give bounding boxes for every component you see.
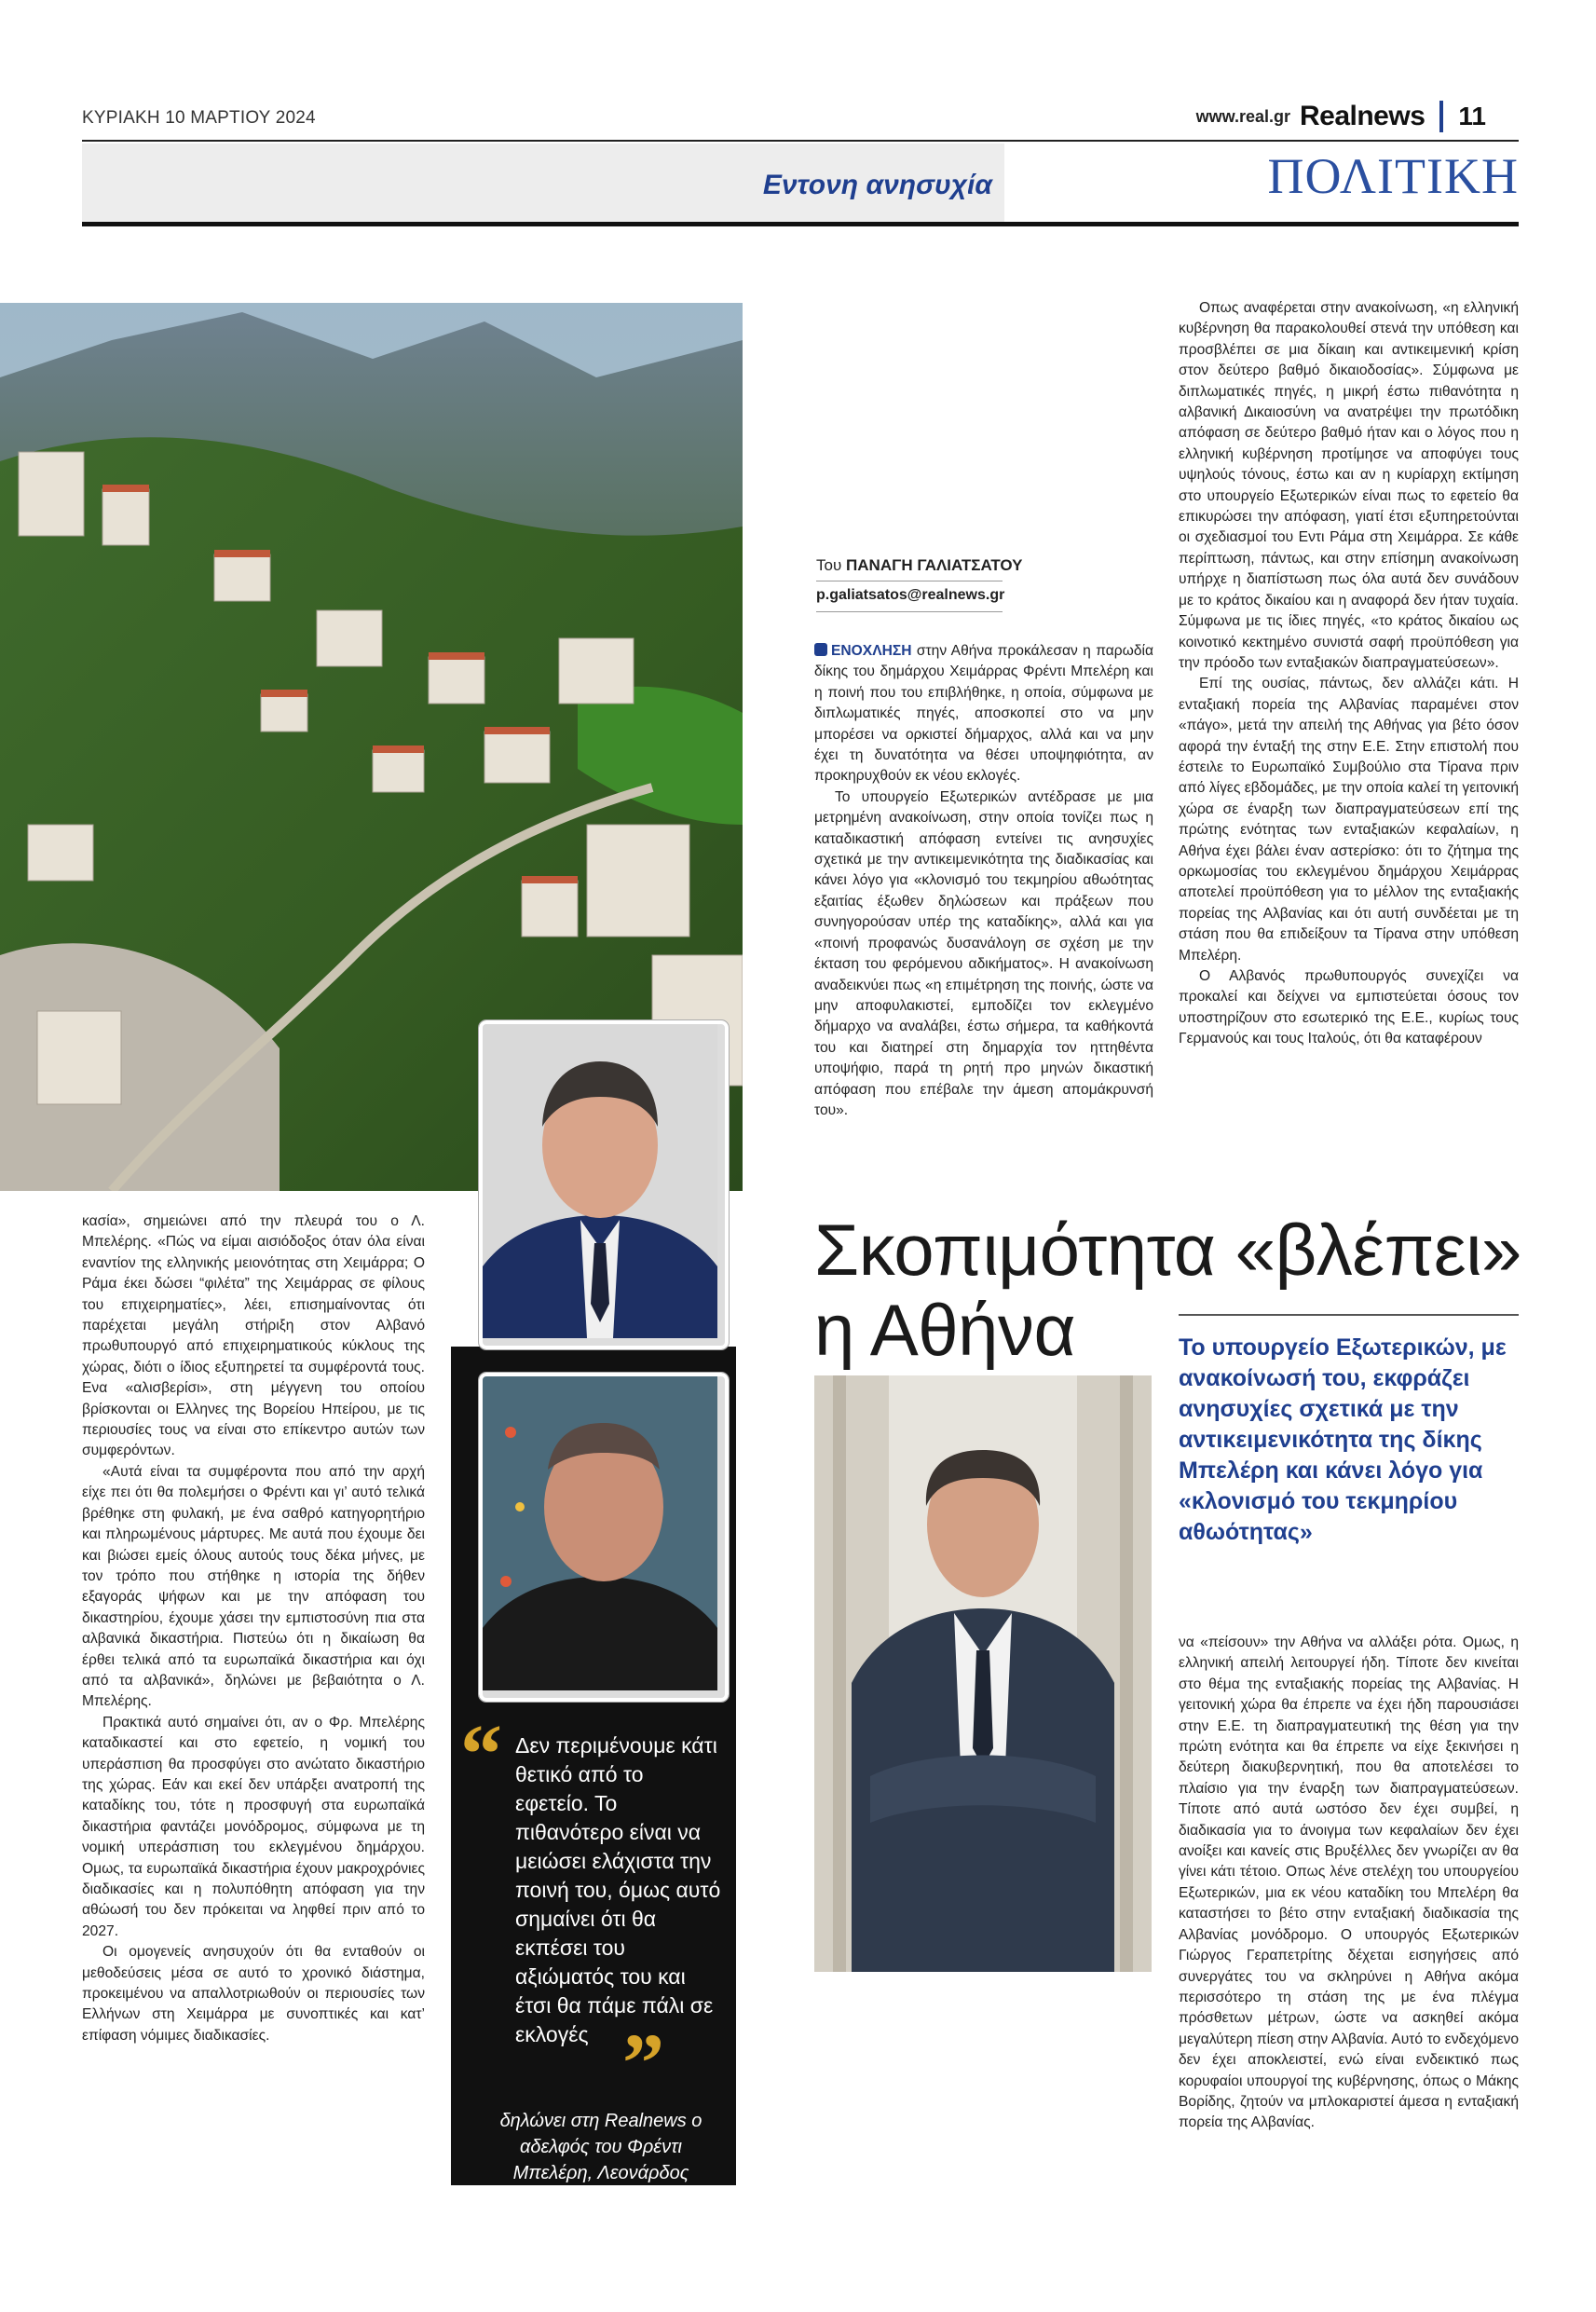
paragraph: Το υπουργείο Εξωτερικών αντέδρασε με μια μετρημένη ανακοίνωση, στην οποία τονίζει πως η καταδικαστική απόφαση εντείνει τις ανησυχίες σχετικά με την αντικειμενικότητα της διαδικασίας και κάνει λόγο για «κλονισμό του τεκμηρίου αθωότητας εξαιτίας έξωθεν δηλώσεων και πράξεων που συνηγορούσαν υπέρ της καταδίκης», αλλά και για «ποινή προφανώς δυσανάλογη σε σχέση με την έκταση του φερόμενου αδικήματος». Η ανακοίνωση αναδεικνύει πως «η επιμέτρηση της ποινής, ώστε να μην αποφυλακιστεί, εμποδίζει τον εκλεγμένο δήμαρχο να αναλάβει, έστω σήμερα, τα καθήκοντά του και διατηρεί στη δημαρχία τον ηττηθέντα υποψήφιο, παρά τη ρητή προ μηνών δικαστική απόφαση που επέβαλε την άμεση απομάκρυνσή του».	[814, 788, 1153, 1118]
brand-logo: Realnews	[1299, 101, 1425, 131]
article-column-middle	[814, 641, 1153, 1121]
paragraph: Επί της ουσίας, πάντως, δεν αλλάζει κάτι. Η ενταξιακή πορεία της Αλβανίας παραμένει στον «πάγο», μετά την απειλή της Αθήνας για βέτο όσον αφορά την ένταξή της στην Ε.Ε. Στην επιστολή που έστειλε το Ευρωπαϊκό Συμβούλιο στα Τίρανα πριν από λίγες εβδομάδες, με την οποία καλεί τη γειτονική χώρα σε έναρξη των διαπραγματεύσεων επί της πρώτης ενότητας των ενταξιακών κεφαλαίων, η Αθήνα έχει βάλει έναν αστερίσκο: ότι το ζήτημα της ορκωμοσίας του εκλεγμένου δημάρχου Χειμάρρας αποτελεί προϋπόθεση για το μέλλον της ενταξιακής πορείας της Αλβανίας και ότι αυτή συνδέεται με τη στάση που θα επιδείξουν τα Τίρανα στην υπόθεση Μπελέρη.	[1179, 676, 1519, 964]
leonardos-beleri-portrait	[479, 1373, 729, 1702]
headline-rule	[1179, 1314, 1519, 1316]
quote-close-mark: ”	[622, 2018, 664, 2110]
page-number: 11	[1458, 102, 1486, 130]
paragraph: να «πείσουν» την Αθήνα να αλλάξει ρότα. Ομως, η ελληνική απειλή λειτουργεί ήδη. Τίποτε δεν κινείται στο θέμα της ενταξιακής πορείας της Αλβανίας. Η γειτονική χώρα θα έπρεπε να έχει ήδη παρουσιάσει στην Ε.Ε. τη διαπραγματευτική της θέση για την πρώτη ενότητα και θα έπρεπε να είχε ξεκινήσει η δεύτερη διακυβερνητική, που θα αποτελέσει το πλαίσιο για την έναρξη των διαπραγματεύσεων. Τίποτε από αυτά ωστόσο δεν έχει συμβεί, η διαδικασία για το άνοιγμα των κεφαλαίων δεν έχει ανοίξει και κανείς στις Βρυξέλλες δεν γνωρίζει αν θα γίνει κάτι τέτοιο. Οπως λένε στελέχη του υπουργείου Εξωτερικών, μια εκ νέου καταδίκη του Μπελέρη θα καταστήσει το βέτο στην ενταξιακή διαδικασία της Αλβανίας μονόδρομο. Ο υπουργός Εξωτερικών Γιώργος Γεραπετρίτης δέχεται εισηγήσεις από συνεργάτες του να σκληρύνει η Αθήνα ακόμα περισσότερο τη στάση της με ένα πλέγμα πρόσθετων μέτρων, ώστε να ασκηθεί ακόμα μεγαλύτερη πίεση στην Αλβανία. Αυτό το ενδεχόμενο δεν έχει αποκλειστεί, ενώ είναι ενδεικτικό πως κορυφαίοι υπουργοί της κυβέρνησης, όπως ο Μάκης Βορίδης, ζητούν να μπλοκαριστεί άμεσα η ενταξιακή πορεία της Αλβανίας.	[1179, 1635, 1519, 2131]
kicker: Εντονη ανησυχία	[762, 170, 992, 200]
paragraph: κασία», σημειώνει από την πλευρά του ο Λ. Μπελέρης. «Πώς να είμαι αισιόδοξος όταν όλα είναι εναντίον της ελληνικής μειονότητας στη Χειμάρρα; Ο Ράμα έκει δώσει “φιλέτα” της Χειμάρρας σε φίλους του επιχειρηματίες», λέει, επισημαίνοντας ότι παρέχεται μεγάλη στήριξη στον Αλβανό πρωθυπουργό από επιχειρηματικούς κύκλους της χώρας, διότι ο ίδιος εξυπηρετεί τα συμφέροντά τους. Ενα «αλισβερίσι», στη μέγγενη του οποίου βρίσκονται οι Ελληνες της Βορείου Ηπείρου, με τις περιουσίες τους να είναι στο επίκεντρο αυτών των συμφερόντων.	[82, 1213, 425, 1459]
article-column-right-bottom	[1179, 1633, 1519, 2134]
lead-square-icon	[814, 643, 827, 656]
headline: Σκοπιμότητα «βλέπει» η Αθήνα	[814, 1209, 1521, 1371]
quote-attribution: δηλώνει στη Realnews ο αδελφός του Φρέντι Μπελέρη, Λεονάρδος	[499, 2111, 703, 2183]
section-title: ΠΟΛΙΤΙΚΗ	[1267, 148, 1519, 204]
minister-illustration	[814, 1375, 1152, 1972]
man-portrait-illustration	[483, 1376, 717, 1690]
site-url[interactable]: www.real.gr	[1195, 106, 1290, 126]
paragraph: Οι ομογενείς ανησυχούν ότι θα ενταθούν οι μεθοδεύσεις μέσα σε αυτό το χρονικό διάστημα, προκειμένου να απαλλοτριωθούν οι περιουσίες των Ελλήνων στη Χειμάρρα με συνοπτικές και κατ’ επίφαση νόμιμες διαδικασίες.	[82, 1944, 425, 2044]
paragraph: «Αυτά είναι τα συμφέροντα που από την αρχή είχε πει ότι θα πολεμήσει ο Φρέντι και γι’ αυτό τελικά βρέθηκε στη φυλακή, με ένα σαθρό κατηγορητήριο και πληρωμένους μάρτυρες. Με αυτά που έχουμε δει και βιώσει εμείς όλους αυτούς τους δέκα μήνες, με τον τρόπο που στήθηκε η ιστορία της δήθεν εξαγοράς ψήφων και με την απόφαση του δικαστηρίου, έχουμε χάσει την εμπιστοσύνη πια στα αλβανικά δικαστήρια. Πιστεύω ότι η δικαίωση θα έρθει τελικά από τα ευρωπαϊκά δικαστήρια και όχι από τα αλβανικά», δηλώνει με βεβαιότητα ο Λ. Μπελέρης.	[82, 1463, 425, 1710]
pull-quote: Δεν περιμένουμε κάτι θετικό από το εφετείο. Το πιθανότερο είναι να μειώσει ελάχιστα την ποινή του, όμως αυτό σημαίνει ότι θα εκπέσει του αξιώματός του και έτσι θα πάμε πάλι σε εκλογές	[515, 1733, 721, 2046]
byline	[816, 556, 1023, 575]
lead-paragraph-text: στην Αθήνα προκάλεσαν η παρωδία δίκης του δημάρχου Χειμάρρας Φρέντι Μπελέρη και η ποινή που του επιβλήθηκε, η οποία, σύμφωνα με διπλωματικές πηγές, αποσκοπεί στο να μην μπορέσει να ορκιστεί δήμαρχος, αλλά και να μην έχει τη δυνατότητα να θέσει υποψηφιότητα, αν προκηρυχθούν εκ νέου εκλογές.	[814, 643, 1153, 785]
lead-paragraph	[814, 641, 1153, 787]
quote-open-mark: “	[460, 1708, 502, 1800]
article-column-left	[82, 1211, 425, 2046]
deck: Το υπουργείο Εξωτερικών, με ανακοίνωσή του, εκφράζει ανησυχίες σχετικά με την αντικειμενικότητα της δίκης Μπελέρη και κάνει λόγο για «κλονισμό του τεκμηρίου αθωότητας»	[1179, 1334, 1507, 1545]
author-email[interactable]: p.galiatsatos@realnews.gr	[816, 587, 1005, 603]
article-column-right	[1179, 298, 1519, 1050]
section-rule	[82, 222, 1519, 226]
issue-date: ΚΥΡΙΑΚΗ 10 ΜΑΡΤΙΟΥ 2024	[82, 108, 316, 128]
email-rule	[816, 611, 1003, 612]
man-portrait-illustration	[483, 1024, 717, 1338]
paragraph: Ο Αλβανός πρωθυπουργός συνεχίζει να προκαλεί και δείχνει να εμπιστεύεται όσους τον υποστηρίζουν στο εσωτερικό της Ε.Ε., κυρίως τους Γερμανούς και τους Ιταλούς, ότι θα καταφέρουν	[1179, 968, 1519, 1047]
gerapetritis-photo	[814, 1375, 1152, 1972]
byline-prefix: Του	[816, 556, 846, 574]
lead-word: ΕΝΟΧΛΗΣΗ	[831, 643, 912, 659]
masthead	[1196, 101, 1486, 132]
paragraph: Πρακτικά αυτό σημαίνει ότι, αν ο Φρ. Μπελέρης καταδικαστεί και στο εφετείο, η νομική του υπεράσπιση θα προσφύγει στο ανώτατο δικαστήριο της χώρας. Εάν και εκεί δεν υπάρξει ανατροπή της καταδίκης του, τότε η προσφυγή στα ευρωπαϊκά δικαστήρια φαντάζει μονόδρομος, σύμφωνα με τη νομική υπεράσπιση του εκλεγμένου δημάρχου. Ομως, τα ευρωπαϊκά δικαστήρια έχουν μακροχρόνιες διαδικασίες και η πολυπόθητη απόφαση για την αθώωσή του δεν πρόκειται να ληφθεί πριν από το 2027.	[82, 1714, 425, 1939]
masthead-divider	[1439, 101, 1443, 132]
freddy-beleri-portrait	[479, 1020, 729, 1349]
header-rule	[82, 140, 1519, 142]
paragraph: Οπως αναφέρεται στην ανακοίνωση, «η ελληνική κυβέρνηση θα παρακολουθεί στενά την υπόθεση και προσβλέπει σε μια δίκαιη και αντικειμενική κρίση στον δεύτερο βαθμό δικαιοδοσίας». Σύμφωνα με διπλωματικές πηγές, η μικρή έστω πιθανότητα η αλβανική Δικαιοσύνη να ανατρέψει την πρωτόδικη απόφαση σε δεύτερο βαθμό ήταν και ο λόγος που η ελληνική κυβέρνηση προτίμησε να αποφύγει τους υψηλούς τόνους, έστω και αν η κυρίαρχη εκτίμηση στο υπουργείο Εξωτερικών είναι πως το εφετείο θα επικυρώσει την απόφαση, γιατί έτσι εξυπηρετούνται οι σχεδιασμοί του Εντι Ράμα στη Χειμάρρα. Σε κάθε περίπτωση, πάντως, και στην επίσημη ανακοίνωση υπήρχε η διαπίστωση πως όλα αυτά δεν συνάδουν με το κράτος δικαίου και η αναφορά δεν ήταν τυχαία. Σύμφωνα με τις ίδιες πηγές, «το κράτος δικαίου ως κοινοτικό κεκτημένο συνιστά σαφή προϋπόθεση για την πρόοδο των ενταξιακών διαπραγματεύσεων».	[1179, 300, 1519, 671]
author-name: ΠΑΝΑΓΗ ΓΑΛΙΑΤΣΑΤΟΥ	[846, 556, 1023, 574]
